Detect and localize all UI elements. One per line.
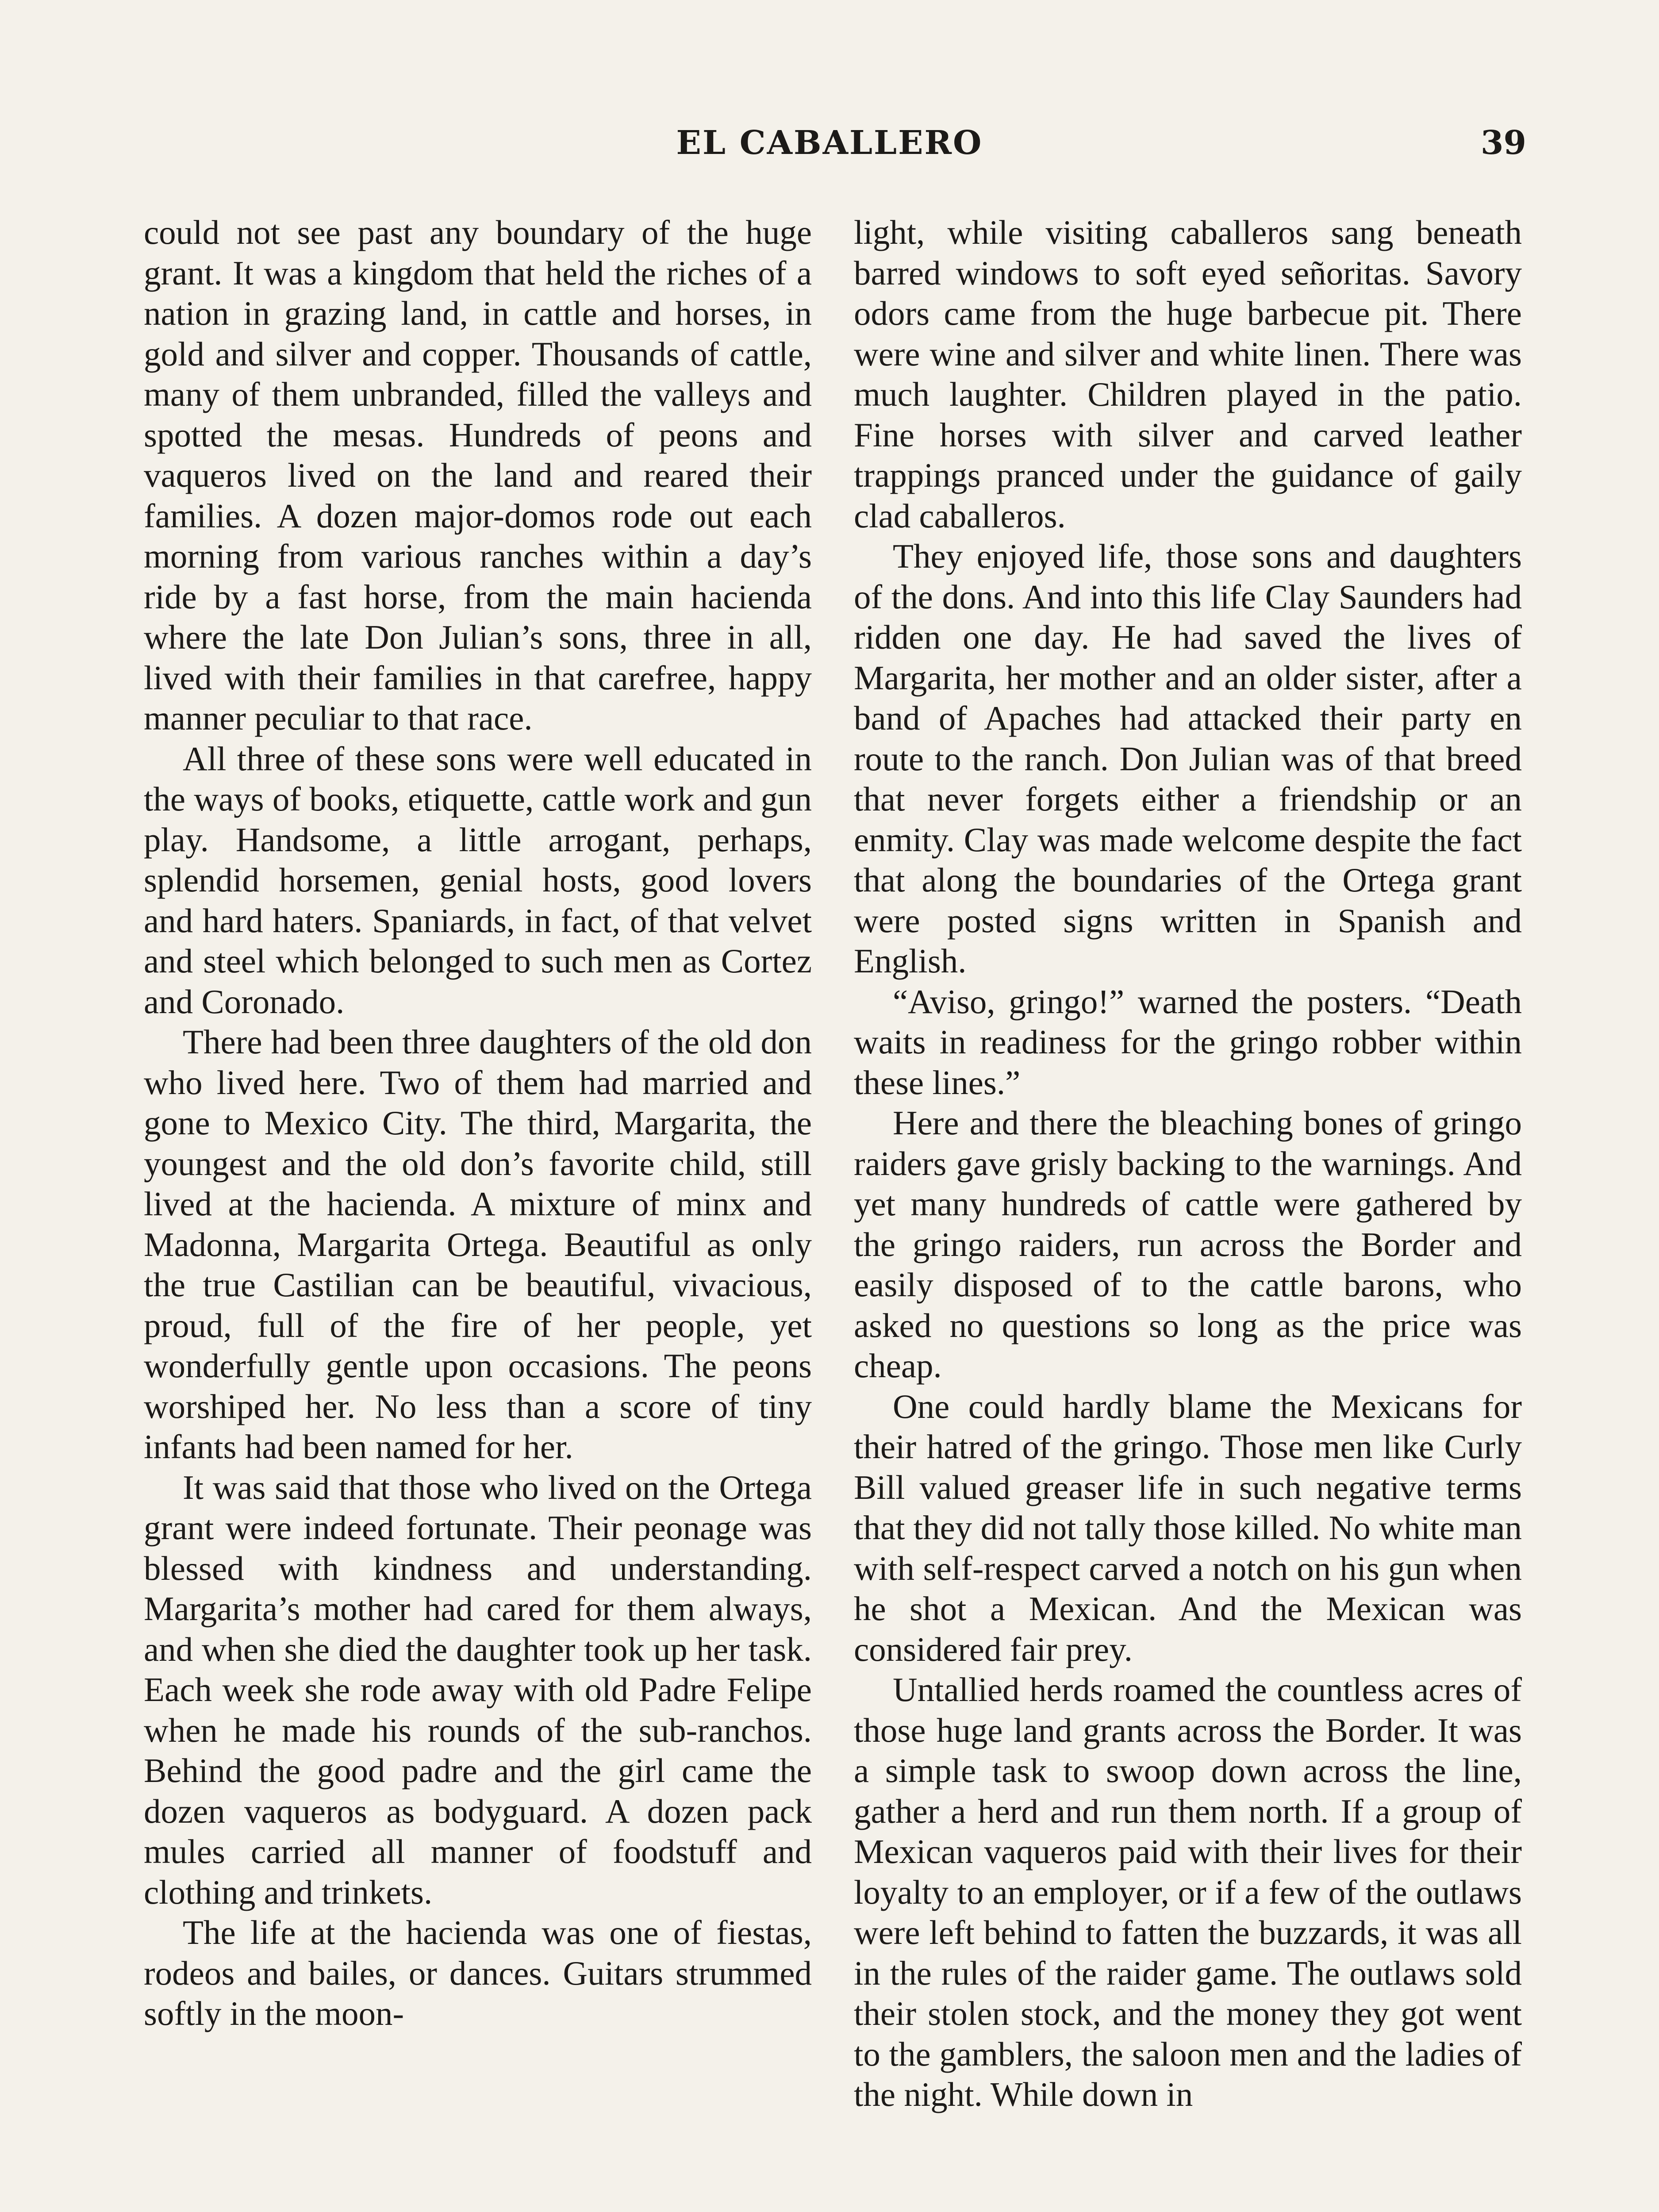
right-column: [854, 212, 1522, 2115]
paragraph: Here and there the bleaching bones of gringo raiders gave grisly backing to the warnings. And yet many hundreds of cattle were gathered by the gringo raiders, run across the Border and easily disposed of to the cattle barons, who asked no questions so long as the price was cheap.: [854, 1104, 1522, 1385]
left-column: [144, 212, 812, 2034]
paragraph: They enjoyed life, those sons and daughters of the dons. And into this life Clay Saunders had ridden one day. He had saved the lives of Margarita, her mother and an older sister, after a band of Apaches had attacked their party en route to the ranch. Don Julian was of that breed that never forgets either a friendship or an enmity. Clay was made welcome despite the fact that along the boundaries of the Ortega grant were posted signs written in Spanish and English.: [854, 537, 1522, 980]
paragraph: Untallied herds roamed the countless acres of those huge land grants across the Border. It was a simple task to swoop down across the line, gather a herd and run them north. If a group of Mexican vaqueros paid with their lives for their loyalty to an employer, or if a few of the outlaws were left behind to fatten the buzzards, it was all in the rules of the raider game. The outlaws sold their stolen stock, and the money they got went to the gamblers, the saloon men and the ladies of the night. While down in: [854, 1671, 1522, 2113]
running-title: EL CABALLERO: [676, 124, 983, 162]
paragraph: It was said that those who lived on the Ortega grant were indeed fortunate. Their peonage was blessed with kindness and understanding. Margarita’s mother had cared for them always, and when she died the daughter took up her task. Each week she rode away with old Padre Felipe when he made his rounds of the sub-ranchos. Behind the good padre and the girl came the dozen vaqueros as bodyguard. A dozen pack mules carried all manner of foodstuff and clothing and trinkets.: [144, 1468, 812, 1911]
paragraph: There had been three daughters of the old don who lived here. Two of them had married and gone to Mexico City. The third, Margarita, the youngest and the old don’s favorite child, still lived at the hacienda. A mixture of minx and Madonna, Margarita Ortega. Beautiful as only the true Castilian can be beautiful, vivacious, proud, full of the fire of her people, yet wonderfully gentle upon occasions. The peons worshiped her. No less than a score of tiny infants had been named for her.: [144, 1023, 812, 1466]
running-head: [0, 124, 1659, 177]
page-number: 39: [1481, 124, 1526, 162]
paragraph: The life at the hacienda was one of fiestas, rodeos and bailes, or dances. Guitars strummed softly in the moon-: [144, 1913, 812, 2032]
paragraph: could not see past any boundary of the huge grant. It was a kingdom that held the riches of a nation in grazing land, in cattle and horses, in gold and silver and copper. Thousands of cattle, many of them unbranded, filled the valleys and spotted the mesas. Hundreds of peons and vaqueros lived on the land and reared their families. A dozen major-domos rode out each morning from various ranches within a day’s ride by a fast horse, from the main hacienda where the late Don Julian’s sons, three in all, lived with their families in that carefree, happy manner peculiar to that race.: [144, 213, 812, 737]
paragraph: “Aviso, gringo!” warned the posters. “Death waits in readiness for the gringo robber within these lines.”: [854, 982, 1522, 1102]
paragraph: One could hardly blame the Mexicans for their hatred of the gringo. Those men like Curly Bill valued greaser life in such negative terms that they did not tally those killed. No white man with self-respect carved a notch on his gun when he shot a Mexican. And the Mexican was considered fair prey.: [854, 1387, 1522, 1668]
paragraph: light, while visiting caballeros sang beneath barred windows to soft eyed señoritas. Savory odors came from the huge barbecue pit. There were wine and silver and white linen. There was much laughter. Children played in the patio. Fine horses with silver and carved leather trappings pranced under the guidance of gaily clad caballeros.: [854, 213, 1522, 535]
paragraph: All three of these sons were well educated in the ways of books, etiquette, cattle work and gun play. Handsome, a little arrogant, perhaps, splendid horsemen, genial hosts, good lovers and hard haters. Spaniards, in fact, of that velvet and steel which belonged to such men as Cortez and Coronado.: [144, 739, 812, 1021]
